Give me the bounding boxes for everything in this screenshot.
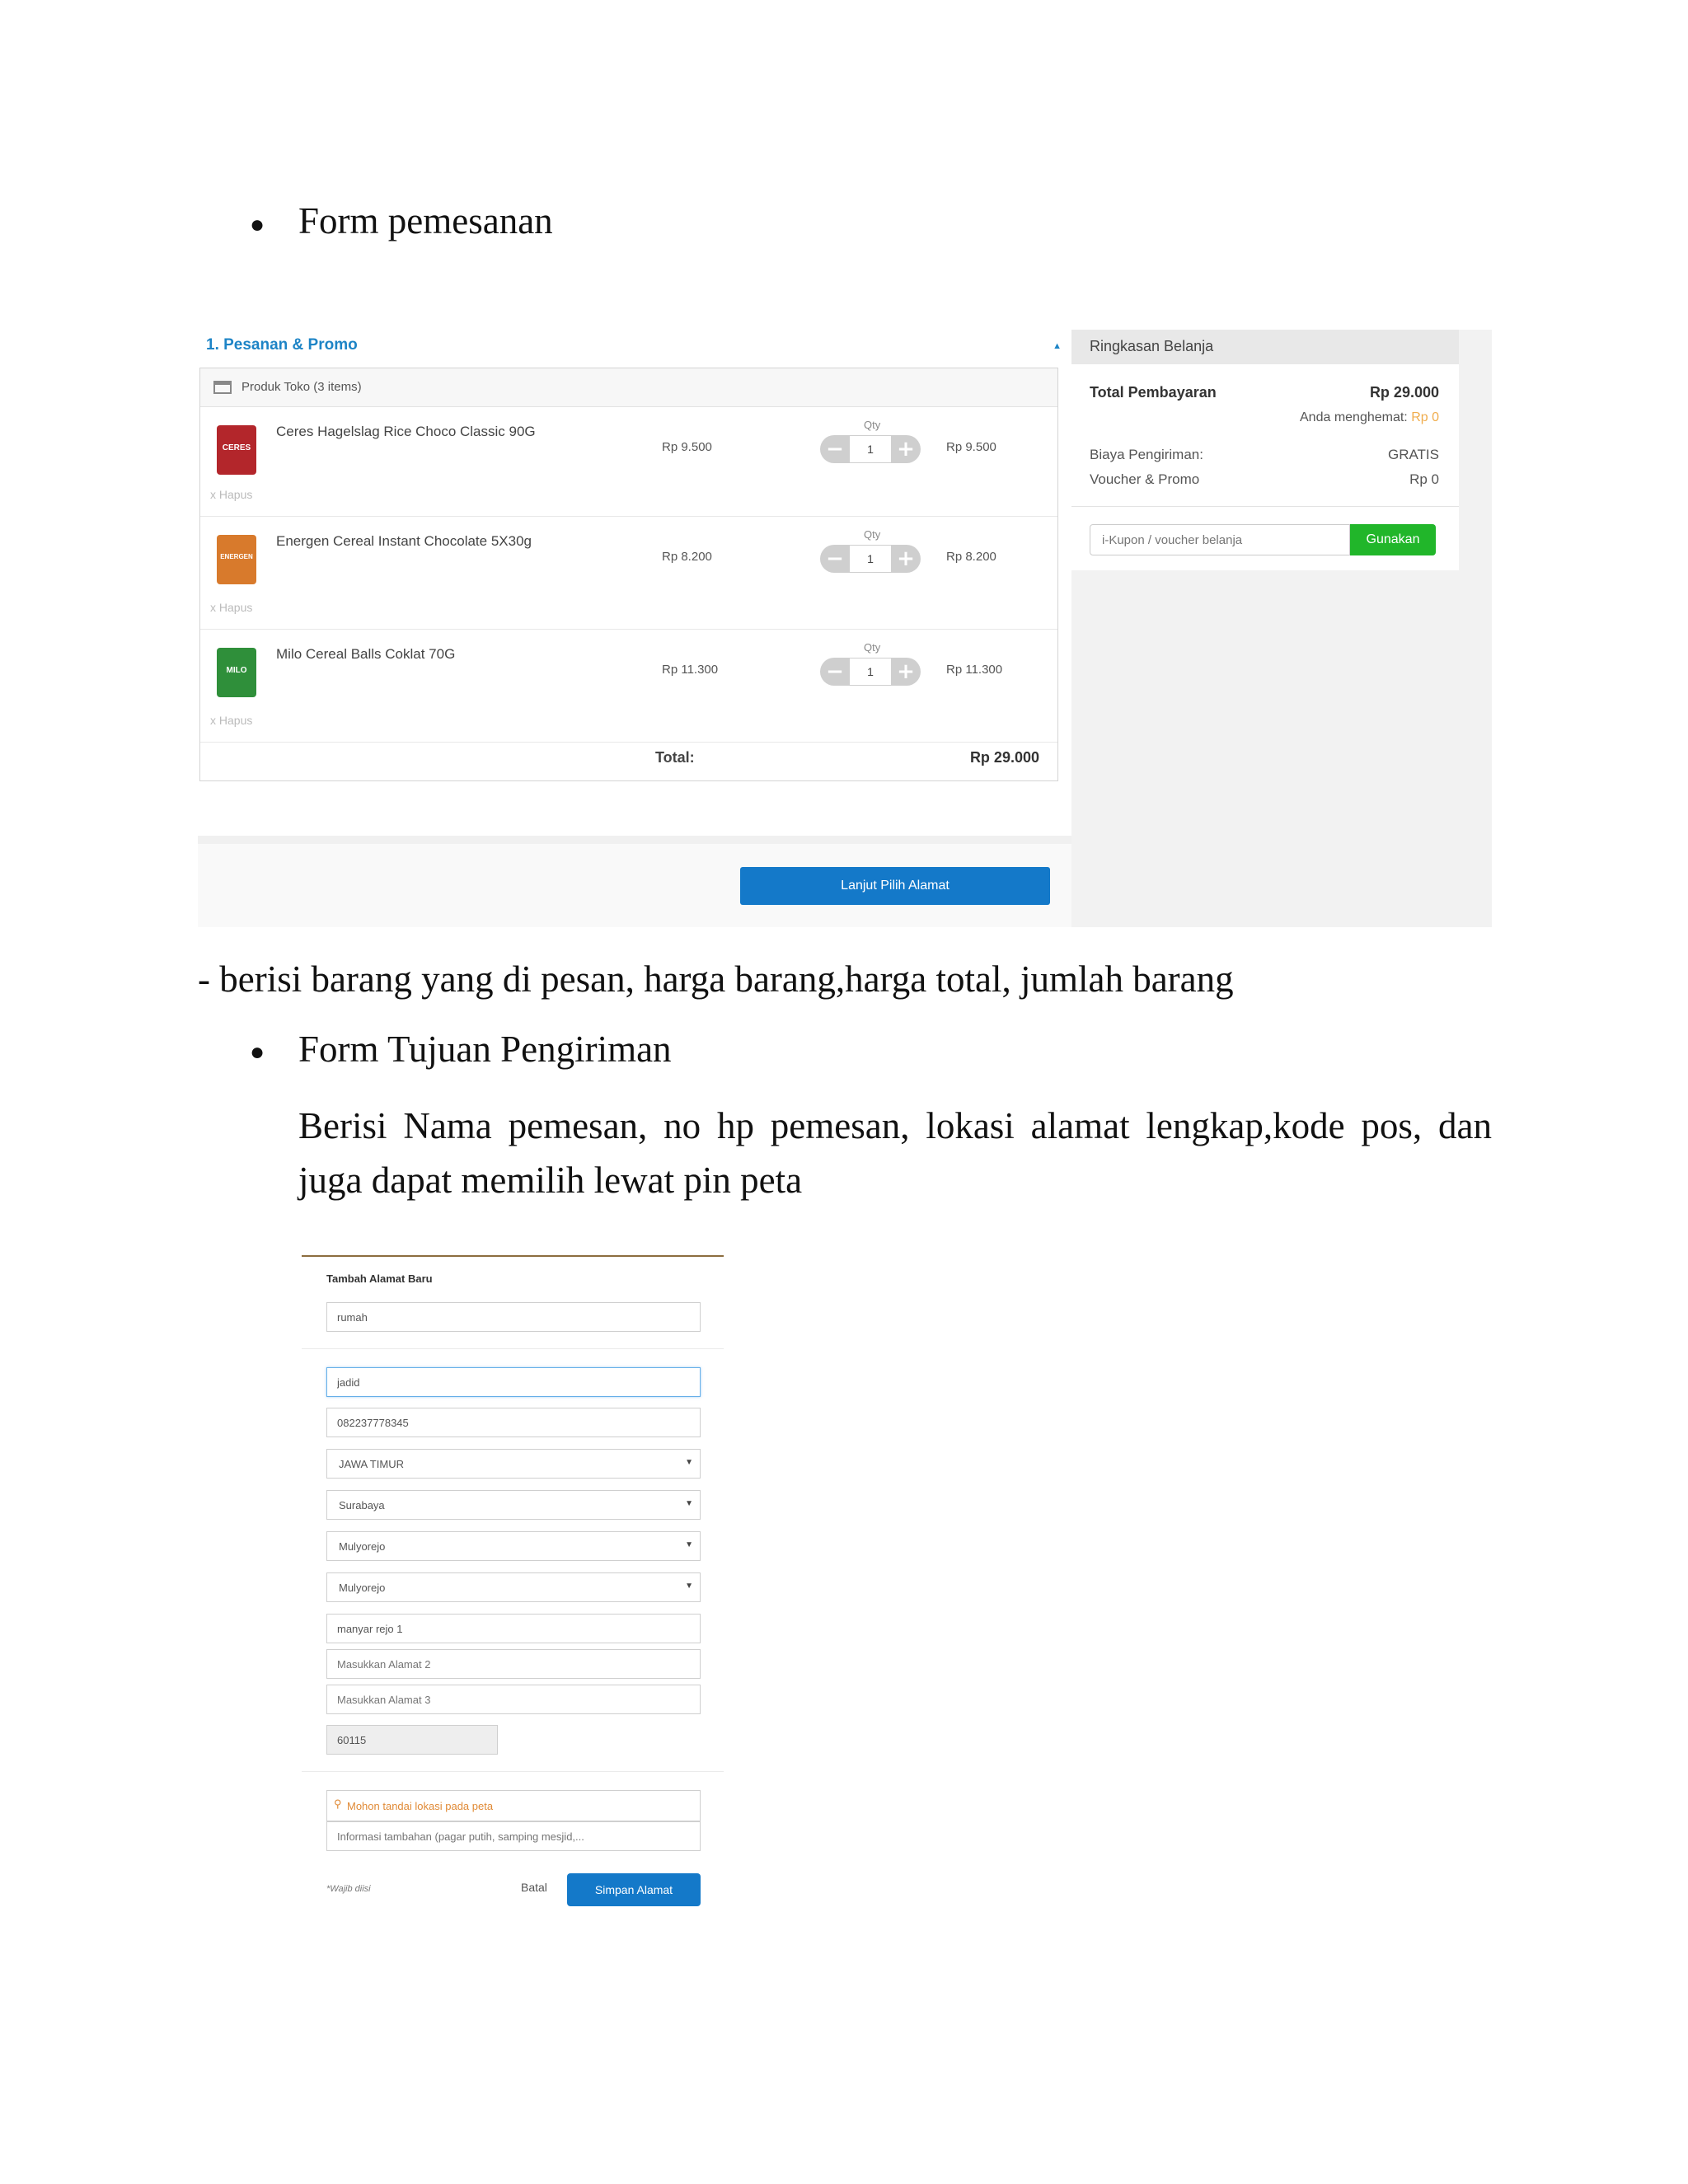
address3-field[interactable]: [326, 1685, 701, 1714]
address-form-screenshot: [302, 1253, 724, 1912]
cart-item: [200, 517, 1057, 630]
postal-code-field[interactable]: [326, 1725, 498, 1755]
order-form-screenshot: [198, 330, 1492, 927]
cart-item: [200, 630, 1057, 743]
plus-icon[interactable]: +: [891, 435, 921, 463]
section-title[interactable]: 1. Pesanan & Promo: [206, 336, 358, 354]
total-label: Total:: [655, 749, 695, 766]
province-value: JAWA TIMUR: [339, 1458, 404, 1470]
chevron-down-icon: ▼: [685, 1582, 693, 1591]
unit-price: Rp 9.500: [662, 440, 712, 454]
product-name: Ceres Hagelslag Rice Choco Classic 90G: [276, 424, 536, 439]
qty-label: Qty: [864, 641, 881, 654]
quantity-stepper: [820, 545, 921, 573]
shipping-label: Biaya Pengiriman:: [1090, 447, 1203, 462]
voucher-label: Voucher & Promo: [1090, 471, 1200, 487]
store-icon: [213, 381, 232, 394]
divider: [302, 1771, 724, 1772]
summary-header: [1071, 330, 1459, 364]
collapse-caret-icon[interactable]: ▲: [1053, 341, 1062, 351]
divider: [1071, 506, 1459, 507]
product-image: MILO: [217, 648, 256, 697]
unit-price: Rp 8.200: [662, 550, 712, 564]
product-image: CERES: [217, 425, 256, 475]
item-subtotal: Rp 9.500: [946, 440, 996, 454]
description-address-line1: Berisi Nama pemesan, no hp pemesan, lokasi alamat lengkap,kode pos, dan: [298, 1105, 1492, 1146]
remove-link[interactable]: x Hapus: [210, 601, 253, 614]
map-pin-icon: ⚲: [334, 1797, 342, 1810]
chevron-down-icon: ▼: [685, 1458, 693, 1467]
address1-field[interactable]: [326, 1614, 701, 1643]
subdistrict-select[interactable]: [326, 1572, 701, 1602]
cart-item: [200, 407, 1057, 517]
plus-icon[interactable]: +: [891, 658, 921, 686]
province-select[interactable]: [326, 1449, 701, 1479]
product-name: Milo Cereal Balls Coklat 70G: [276, 646, 456, 662]
total-payment-value: Rp 29.000: [1369, 384, 1439, 401]
required-note: *Wajib diisi: [326, 1884, 371, 1894]
city-value: Surabaya: [339, 1499, 385, 1511]
remove-link[interactable]: x Hapus: [210, 714, 253, 727]
order-panel: [198, 330, 1071, 927]
heading-form-tujuan: Form Tujuan Pengiriman: [298, 1029, 672, 1070]
quantity-stepper: [820, 435, 921, 463]
quantity-field[interactable]: 1: [850, 658, 891, 686]
voucher-value: Rp 0: [1409, 471, 1439, 487]
top-rule: [302, 1255, 724, 1257]
bullet-icon: ●: [250, 211, 265, 238]
district-value: Mulyorejo: [339, 1540, 386, 1553]
minus-icon[interactable]: −: [820, 435, 850, 463]
city-select[interactable]: [326, 1490, 701, 1520]
description-address-line2: juga dapat memilih lewat pin peta: [298, 1160, 803, 1201]
savings-label: Anda menghemat:: [1300, 410, 1408, 424]
quantity-stepper: [820, 658, 921, 686]
cart-box: [199, 368, 1058, 781]
phone-field[interactable]: [326, 1408, 701, 1437]
item-subtotal: Rp 8.200: [946, 550, 996, 564]
store-header: [200, 368, 1057, 407]
savings-line: [1300, 410, 1439, 425]
form-title: Tambah Alamat Baru: [326, 1272, 433, 1285]
unit-price: Rp 11.300: [662, 663, 719, 677]
save-address-button[interactable]: Simpan Alamat: [567, 1873, 701, 1906]
map-pin-text: Mohon tandai lokasi pada peta: [347, 1800, 494, 1812]
cancel-button[interactable]: Batal: [521, 1881, 547, 1894]
extra-info-field[interactable]: [326, 1821, 701, 1851]
plus-icon[interactable]: +: [891, 545, 921, 573]
recipient-name-field[interactable]: [326, 1367, 701, 1397]
store-label: Produk Toko (3 items): [241, 380, 362, 394]
total-value: Rp 29.000: [969, 749, 1039, 766]
savings-value: Rp 0: [1411, 410, 1439, 424]
quantity-field[interactable]: 1: [850, 545, 891, 573]
total-payment-label: Total Pembayaran: [1090, 384, 1217, 401]
chevron-down-icon: ▼: [685, 1540, 693, 1549]
apply-coupon-button[interactable]: Gunakan: [1350, 524, 1436, 555]
summary-card: [1071, 364, 1459, 570]
minus-icon[interactable]: −: [820, 658, 850, 686]
continue-address-button[interactable]: Lanjut Pilih Alamat: [740, 867, 1050, 905]
product-name: Energen Cereal Instant Chocolate 5X30g: [276, 533, 532, 549]
remove-link[interactable]: x Hapus: [210, 488, 253, 501]
summary-title: Ringkasan Belanja: [1090, 338, 1214, 354]
map-pin-button[interactable]: [326, 1790, 701, 1821]
summary-panel: [1071, 330, 1492, 927]
qty-label: Qty: [864, 528, 881, 541]
minus-icon[interactable]: −: [820, 545, 850, 573]
coupon-input[interactable]: [1090, 524, 1350, 555]
address-label-field[interactable]: [326, 1302, 701, 1332]
district-select[interactable]: [326, 1531, 701, 1561]
description-order: - berisi barang yang di pesan, harga barang,harga total, jumlah barang: [198, 958, 1234, 1000]
quantity-field[interactable]: 1: [850, 435, 891, 463]
bullet-icon: ●: [250, 1038, 265, 1066]
divider: [302, 1348, 724, 1349]
address2-field[interactable]: [326, 1649, 701, 1679]
subdistrict-value: Mulyorejo: [339, 1582, 386, 1594]
heading-form-pemesanan: Form pemesanan: [298, 200, 553, 241]
item-subtotal: Rp 11.300: [946, 663, 1003, 677]
qty-label: Qty: [864, 419, 881, 431]
shipping-value: GRATIS: [1387, 447, 1439, 462]
chevron-down-icon: ▼: [685, 1499, 693, 1508]
product-image: ENERGEN: [217, 535, 256, 584]
